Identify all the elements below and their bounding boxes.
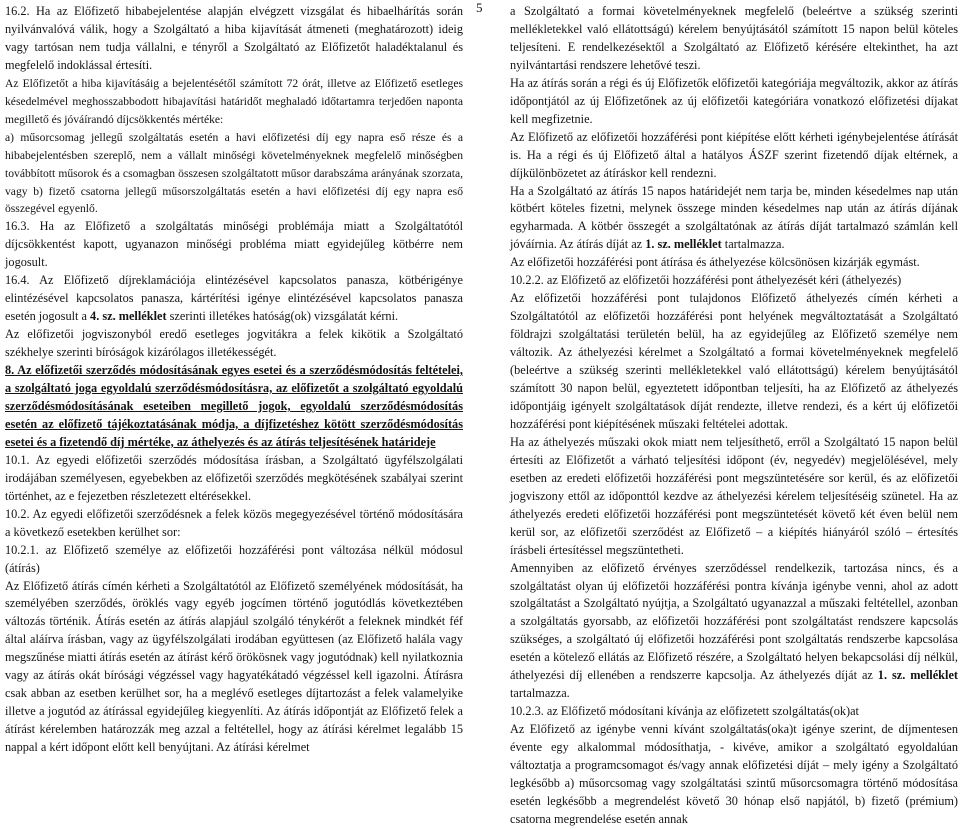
paragraph-16-2	[5, 3, 463, 75]
paragraph-relocation-technical: Ha az áthelyezés műszaki okok miatt nem teljesíthető, erről a Szolgáltató 15 napon belül értesíti az Előfizetőt a várható teljesítési időpont (év, negyedév) megjelölésével, mely esetben az eredeti előfizetői hozzáférési pont megszüntetésére sor kerül, és az előfizetői jogviszony ettől az időponttól kezdve az áthelyezési kérelem teljesítéséig szünetel. Ha az áthelyezés eredeti előfizetői hozzáférési pont megszüntetését követő két éven belül nem kerül sor, az előfizetői szerződést az Előfizető – a kiépítés hiányáról szóló – értesítés írásbeli értesítéssel megszüntetheti.	[510, 434, 958, 557]
paragraph-exclusive: Az előfizetői hozzáférési pont átírása és áthelyezése kölcsönösen kizárják egymást.	[510, 255, 920, 270]
paragraph-penalty-end: tartalmazza.	[721, 237, 785, 252]
paragraph-relocation-valid-end: tartalmazza.	[510, 686, 570, 701]
paragraph-10-2-3: 10.2.3. az Előfizető módosítani kívánja az előfizetett szolgáltatás(ok)at	[510, 704, 859, 719]
paragraph-16-4-end: szerinti illetékes hatóság(ok) vizsgálatát kérni.	[166, 309, 399, 324]
paragraph-transfer-deadline: a Szolgáltató a formai követelményeknek megfelelő (beleértve a szükség szerinti mellékletekkel való ellátottságú) kérelem benyújtásától számított 15 napon belül köteles teljesíteni. E rendelkezésektől a Szolgáltató az Előfizető kérésére eltekinthet, ha azt nyilvántartási rendszere lehetővé teszi.	[510, 4, 958, 72]
paragraph-penalty	[510, 183, 958, 255]
paragraph-jurisdiction: Az előfizetői jogviszonyból eredő esetleges jogvitákra a felek kikötik a Szolgáltató székhelye szerinti bíróságok kizárólagos illetékességét.	[5, 327, 463, 360]
paragraph-category-change: Ha az átírás során a régi és új Előfizetők előfizetői kategóriája megváltozik, akkor az átírás időpontjától az új Előfizetőnek az új előfizetői kategóriára vonatkozó előfizetési díjakat kell megfizetnie.	[510, 75, 958, 126]
paragraph-10-2-2: 10.2.2. az Előfizető az előfizetői hozzáférési pont áthelyezését kéri (áthelyezés)	[510, 273, 902, 288]
paragraph-16-2-intro: 16.2. Ha az Előfizető hibabejelentése alapján elvégzett vizsgálat és hibaelhárítás során nyilvánvalóvá válik, hogy a Szolgáltató a hiba kijavítását átmeneti (meghatározott) ideig vagy tartósan nem tudja vállalni, e tényről a Szolgáltató az Előfizetőt haladéktalanul és megfelelő indoklással értesíti.	[5, 4, 463, 72]
paragraph-service-change: Az Előfizető az igénybe venni kívánt szolgáltatás(oka)t igénye szerint, de díjmentesen évente egy alkalommal módosíthatja, - kivéve, amikor a szolgáltató egyoldalúan változtatja a programcsomagot és/vagy annak előfizetési díját – mely igény a Szolgáltató legkésőbb a) műsorcsomag vagy szolgáltatási szintű műsorcsomagra történő módosítása esetén legkésőbb a megrendelést követő 30 hónap első napjától, b) fizető (prémium) csatorna megrendelése esetén annak	[510, 722, 958, 826]
paragraph-16-4-text: 16.4. Az Előfizető díjreklamációja elintézésével kapcsolatos panasza, kötbérigénye elintézésével kapcsolatos panasza, kártérítési igénye elintézésével kapcsolatos panasza esetén jogosult a	[5, 273, 463, 324]
paragraph-relocation-valid-text: Amennyiben az előfizető érvényes szerződéssel rendelkezik, tartozása nincs, és a szolgáltatást olyan új előfizetői hozzáférési pontra kívánja igénybe venni, ahol az adott szolgáltatást a Szolgáltató nyújtja, a Szolgáltató ugyanazzal a műszaki feltétellel, azonban a szolgáltatás gyorsabb, az előfizetői hozzáférési pont szolgáltatást rendszere kapcsolás szükséges, a szolgáltató új előfizetői hozzáférési pont szolgáltatás rendszerbe kapcsolása esetén a kötelező ellátás az Előfizető részére, a Szolgáltató helyen bekapcsolási díj nélkül, áthelyezési díj ellenében a rendszerre kapcsolja. Az áthelyezés díját az	[510, 560, 958, 683]
paragraph-16-4	[5, 272, 463, 326]
paragraph-transfer: Az Előfizető átírás címén kérheti a Szolgáltatótól az Előfizető személyének módosítását, ha személyében szerződés, öröklés vagy egyéb jogcímen történő jogutódlás következtében változás történik. Átírás esetén az átírás alapjául szolgáló ténykérőt a feleknek mindkét féf által aláírva írásban, vagy az ügyfélszolgálati irodában együttesen (az Előfizető halála vagy megszűnése miatti átírás esetén az átírást kérő örökösnek vagy jogutódnak) kell nyilatkoznia vagy az átírás okát bírósági végzéssel vagy hagyatékátadó végzéssel kell igazolni. Átírásra csak abban az esetben kerülhet sor, ha a meglévő esetleges díjtartozást a felek valamelyike illetve a jogutód az átírással egyidejűleg kiegyenlíti. Az átírás időpontját az Előfizető felek a átírást kérelemben határozzák meg azzal a feltétellel, hogy az átírási kérelmet legalább 15 nappal a kért időpont előtt kell benyújtani. Az átírási kérelmet	[5, 578, 463, 755]
section-8-heading: 8. Az előfizetői szerződés módosításának egyes esetei és a szerződésmódosítás feltételei, a szolgáltató joga egyoldalú szerződésmódosításra, az előfizetőt a szolgáltató egyoldalú szerződésmódosításának eseteiben megillető jogok, egyoldalú szerződésmódosítás esetén az előfizető tájékoztatásának módja, a díjfizetéshez kötött szerződésmódosítás esetei és a fizetendő díj mértéke, az áthelyezés és az átírás teljesítésének határideje	[5, 363, 463, 449]
annex-1-ref-2: 1. sz. melléklet	[877, 668, 958, 683]
left-column	[5, 3, 463, 757]
paragraph-16-3: 16.3. Ha az Előfizető a szolgáltatás minőségi problémája miatt a Szolgáltatótól díjcsökkentést kapott, ugyanazon minőségi probléma miatt egyidejűleg kötbérre nem jogosult.	[5, 219, 463, 270]
paragraph-10-2-1: 10.2.1. az Előfizető személye az előfizetői hozzáférési pont változása nélkül módosul (átírás)	[5, 542, 463, 575]
paragraph-relocation-valid	[510, 560, 958, 704]
paragraph-pre-build-transfer: Az Előfizető az előfizetői hozzáférési pont kiépítése előtt kérheti igénybejelentése átírását is. Ha a régi és új Előfizető által a hatályos ÁSZF szerint fizetendő díjak eltérnek, a díjkülönbözetet az átíráskor kell rendezni.	[510, 129, 958, 180]
annex-1-ref: 1. sz. melléklet	[645, 237, 722, 252]
paragraph-16-2-reduction: Az Előfizetőt a hiba kijavításáig a bejelentésétől számított 72 órát, illetve az Előfizető esetleges késedelmével meghosszabbodott hibajavítási határidőt meghaladó időtartamra terjedően naponta megillető és jóváírandó díjcsökkentés mértéke:	[5, 76, 463, 126]
annex-4-ref: 4. sz. melléklet	[90, 309, 167, 324]
paragraph-10-2: 10.2. Az egyedi előfizetői szerződésnek a felek közös megegyezésével történő módosítására a következő esetekben kerülhet sor:	[5, 506, 463, 539]
paragraph-reduction-a-b: a) műsorcsomag jellegű szolgáltatás esetén a havi előfizetési díj egy napra eső része és a hibabejelentésben szereplő, nem a vállalt minőségi követelményeknek megfelelő minőségben továbbított műsorok és a csomagban összesen szolgáltatott műsor darabszáma arányának szorzata, vagy b) fizető csatorna jellegű műsorszolgáltatás esetén a havi előfizetési díj egy napra eső összegével egyenlő.	[5, 130, 463, 216]
right-column	[510, 3, 958, 829]
paragraph-10-1: 10.1. Az egyedi előfizetői szerződés módosítása írásban, a Szolgáltató ügyfélszolgálati irodájában személyesen, egyebekben az előfizetői szerződés megkötésének szabályai szerint történhet, az e fejezetben részletezett eltérésekkel.	[5, 452, 463, 503]
page-number: 5	[476, 0, 483, 15]
paragraph-penalty-text: Ha a Szolgáltató az átírás 15 napos határidejét nem tarja be, minden késedelmes nap után kötbért köteles fizetni, melynek összege minden késedelmes nap után az átírás díjának egyharmada. A kötbér összegét a szolgáltatónak az átírás díját tartalmazó számlán kell jóváírnia. Az átírás díját az	[510, 183, 958, 252]
paragraph-relocation: Az előfizetői hozzáférési pont tulajdonos Előfizető áthelyezés címén kérheti a Szolgáltatótól az előfizetői hozzáférési pont helyének megváltoztatását a Szolgáltató földrajzi szolgáltatási területén belül, ha az egyidejűleg az Előfizető személye nem változik. Az áthelyezési kérelmet a Szolgáltató a formai követelményeknek megfelelő (beleértve a szükség szerinti mellékletekkel való ellátottságú) kérelem benyújtásától számított 30 napon belül, egyeztetett időpontban teljesíti, ha az Előfizető az áthelyezés időpontjáig igényelt szolgáltatások díját rendezte, illetve rendezi, és a kért új előfizetői hozzáférési pont kiépítésének műszaki feltételei adottak.	[510, 291, 958, 431]
